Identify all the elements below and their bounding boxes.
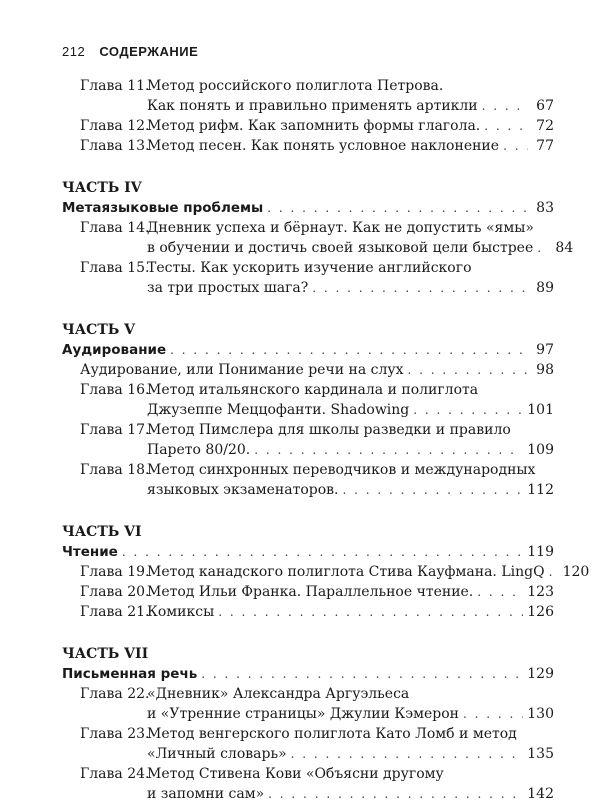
page-ref: 84 [555,240,574,256]
chapter-text [147,420,554,460]
chapter-text [147,460,554,500]
chapter-label: Глава 16. [80,382,150,398]
chapter-title-line: языковых экзаменаторов. [147,482,339,498]
chapter-text [62,360,554,380]
chapter-title-line: Тесты. Как ускорить изучение английского [147,260,472,276]
dot-leader [503,136,528,156]
chapter-text [147,602,554,622]
toc-entry [62,360,554,380]
page-ref: 98 [536,362,554,378]
page-number: 212 [62,44,86,59]
page-ref: 97 [536,342,554,358]
part-section [62,178,574,298]
toc-entry [62,582,554,602]
toc-entry [62,724,554,764]
chapter-title-line: Парето 80/20. [147,442,251,458]
dot-leader [463,704,523,724]
chapter-title-line: и «Утренние страницы» Джулии Кэмерон [147,706,459,722]
page-ref: 89 [536,280,554,296]
part-label: ЧАСТЬ V [62,322,136,338]
part-title: Метаязыковые проблемы [62,200,264,216]
chapter-title-line: Метод Ильи Франка. Параллельное чтение. [147,584,474,600]
toc-entry [62,602,554,622]
page-ref: 126 [527,604,554,620]
dot-leader [342,480,523,500]
part-title-row [62,198,554,218]
table-of-contents [62,76,590,804]
page-ref: 135 [527,746,554,762]
dot-leader [170,340,528,360]
page-ref: 101 [527,402,554,418]
chapter-label: Глава 19. [80,564,150,580]
chapter-title-line: Дневник успеха и бёрнаут. Как не допустить «ямы» [147,220,534,236]
part-title: Письменная речь [62,666,198,682]
chapter-title-line: Аудирование, или Понимание речи на слух [80,362,404,378]
page-ref: 83 [536,200,554,216]
chapter-title-line: Метод венгерского полиглота Като Ломб и метод [147,726,517,742]
page-ref: 119 [527,544,554,560]
chapter-label: Глава 23. [80,726,150,742]
chapter-title-line: в обучении и достичь своей языковой цели быстрее [147,240,534,256]
part-label: ЧАСТЬ VII [62,646,149,662]
chapter-text [147,684,554,724]
running-header [62,44,198,59]
page-ref: 142 [527,786,554,802]
page-ref: 129 [527,666,554,682]
chapter-text [147,76,554,116]
page-ref: 130 [527,706,554,722]
toc-entry [62,460,554,500]
chapter-title-line: Метод песен. Как понять условное наклонение [147,138,500,154]
dot-leader [254,440,523,460]
chapter-label: Глава 21. [80,604,150,620]
page-ref: 72 [536,118,554,134]
chapter-title-line: Метод Стивена Кови «Объясни другому [147,766,444,782]
chapter-title-line: за три простых шага? [147,280,309,296]
chapter-label: Глава 13. [80,138,150,154]
toc-entry [62,764,554,804]
chapter-title-line: «Дневник» Александра Аргуэльеса [147,686,410,702]
chapter-label: Глава 15. [80,260,150,276]
dot-leader [218,602,523,622]
chapter-title-line: Метод синхронных переводчиков и международных [147,462,536,478]
part-label: ЧАСТЬ IV [62,180,142,196]
dot-leader [268,784,523,804]
toc-entry [62,218,574,258]
part-title-row [62,542,554,562]
chapter-text [147,258,554,298]
dot-leader [477,582,523,602]
page-ref: 123 [527,584,554,600]
dot-leader [407,360,528,380]
dot-leader [413,400,523,420]
chapter-label: Глава 17. [80,422,150,438]
part-title: Чтение [62,544,118,560]
toc-entry [62,136,554,156]
page-ref: 120 [562,564,590,580]
part-label: ЧАСТЬ VI [62,524,142,540]
chapter-title-line: Метод канадского полиглота Стива Кауфмана. LingQ [147,564,545,580]
chapter-label: Глава 22. [80,686,150,702]
chapter-text [147,380,554,420]
toc-entry [62,380,554,420]
chapter-label: Глава 11. [80,78,150,94]
chapter-text [147,764,554,804]
chapter-title-line: Метод Пимслера для школы разведки и правило [147,422,511,438]
part-title: Аудирование [62,342,167,358]
running-title: СОДЕРЖАНИЕ [99,44,199,59]
chapter-title-line: Комиксы [147,604,215,620]
chapter-text [147,116,554,136]
part-section [62,522,590,622]
page-ref: 67 [536,98,554,114]
part-title-row [62,340,554,360]
chapter-text [147,218,574,258]
chapter-title-line: Джузеппе Меццофанти. Shadowing [147,402,410,418]
dot-leader [267,198,528,218]
chapter-text [147,562,590,582]
chapter-title-line: Метод рифм. Как запомнить формы глагола. [147,118,481,134]
dot-leader [291,744,524,764]
dot-leader [201,664,523,684]
chapter-text [147,724,554,764]
part-section [62,320,554,500]
chapter-label: Глава 12. [80,118,150,134]
toc-entry [62,76,554,116]
dot-leader [484,116,528,136]
part-title-row [62,664,554,684]
part-section [62,644,554,804]
dot-leader [549,562,559,582]
page-ref: 112 [527,482,554,498]
chapter-label: Глава 14. [80,220,150,236]
chapter-text [147,582,554,602]
chapter-label: Глава 20. [80,584,150,600]
chapter-title-line: Метод российского полиглота Петрова. [147,78,444,94]
chapter-title-line: Как понять и правильно применять артикли [147,98,478,114]
toc-entry [62,116,554,136]
chapter-label: Глава 24. [80,766,150,782]
dot-leader [122,542,523,562]
toc-entry [62,562,590,582]
toc-entry [62,684,554,724]
dot-leader [482,96,528,116]
chapter-text [147,136,554,156]
toc-entry [62,258,554,298]
chapter-title-line: и запомни сам» [147,786,265,802]
dot-leader [537,238,547,258]
page-ref: 109 [527,442,554,458]
toc-entry [62,420,554,460]
page-ref: 77 [536,138,554,154]
dot-leader [312,278,528,298]
chapter-title-line: Метод итальянского кардинала и полиглота [147,382,479,398]
chapter-label: Глава 18. [80,462,150,478]
chapter-title-line: «Личный словарь» [147,746,287,762]
